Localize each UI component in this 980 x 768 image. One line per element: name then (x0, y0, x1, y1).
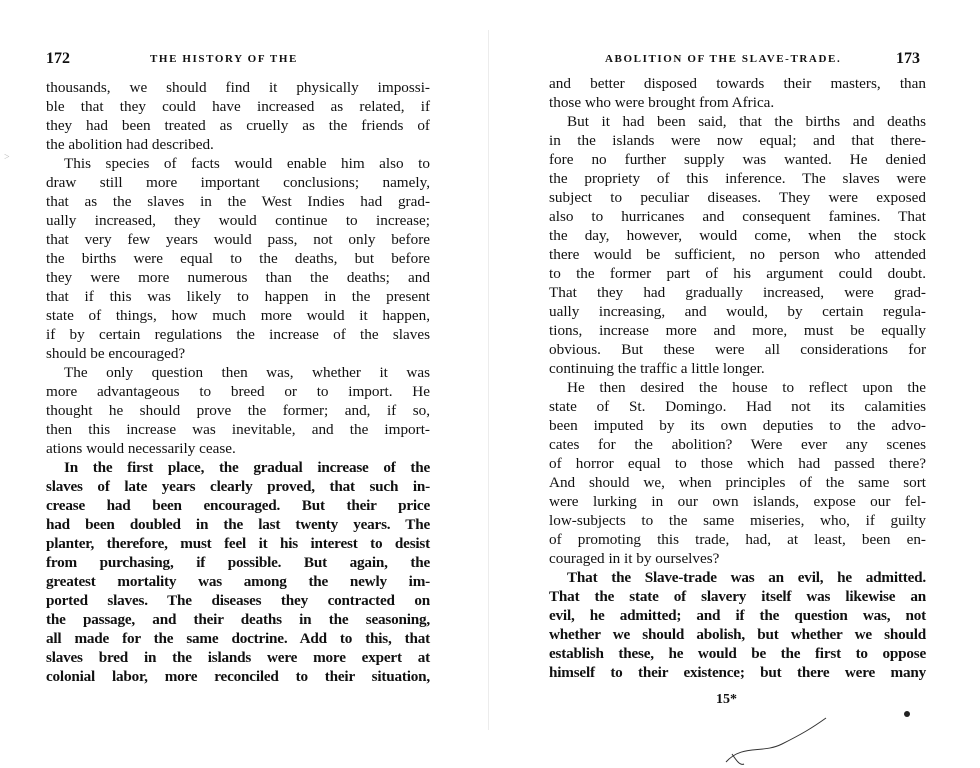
left-page-line-11: they were more numerous than the deaths; and (46, 269, 430, 286)
left-page-line-5: This species of facts would enable him also to (64, 155, 430, 172)
left-page-line-4: the abolition had described. (46, 136, 214, 153)
left-page-line-26: from purchasing, if possible. But again, the (46, 554, 430, 571)
signature-mark: 15* (716, 692, 737, 707)
left-page-line-16: The only question then was, whether it was (64, 364, 430, 381)
right-page-line-31: establish these, he would be the first to oppose (549, 645, 926, 662)
left-running-head: THE HISTORY OF THE (150, 53, 298, 65)
right-page-line-6: the propriety of this inference. The slaves were (549, 170, 926, 187)
left-page-line-9: that very few years would pass, not only before (46, 231, 430, 248)
left-page-line-18: thought he should prove the former; and, if so, (46, 402, 430, 419)
right-page-line-22: And should we, when principles of the same sort (549, 474, 926, 491)
right-page-line-11: to the former part of his argument could doubt. (549, 265, 926, 282)
left-page-line-8: ually increased, they would continue to increase; (46, 212, 430, 229)
left-page-line-22: slaves of late years clearly proved, that such in- (46, 478, 430, 495)
left-page-line-23: crease had been encouraged. But their price (46, 497, 430, 514)
right-page-line-21: of horror equal to those which had passed there? (549, 455, 926, 472)
left-page-line-1: thousands, we should find it physically impossi- (46, 79, 430, 96)
right-page-line-27: That the Slave-trade was an evil, he admitted. (567, 569, 926, 586)
left-page-text (46, 78, 430, 686)
right-page-line-19: been imputed by its own deputies to the advo- (549, 417, 926, 434)
margin-mark: > (4, 152, 10, 163)
right-page-text (549, 74, 926, 682)
right-page-line-26: couraged in it by ourselves? (549, 550, 720, 567)
left-page-line-25: planter, therefore, must feel it his interest to desist (46, 535, 430, 552)
book-gutter (488, 30, 489, 730)
right-page-line-20: cates for the abolition? Were ever any scenes (549, 436, 926, 453)
ink-spot (904, 711, 910, 717)
right-page-line-23: were lurking in our own islands, expose our fel- (549, 493, 926, 510)
left-page-line-7: that as the slaves in the West Indies had grad- (46, 193, 430, 210)
left-page-line-27: greatest mortality was among the newly im- (46, 573, 430, 590)
right-page-line-2: those who were brought from Africa. (549, 94, 775, 111)
left-page-line-30: all made for the same doctrine. Add to this, that (46, 630, 430, 647)
left-page-line-10: the births were equal to the deaths, but before (46, 250, 430, 267)
right-page-line-28: That the state of slavery itself was likewise an (549, 588, 926, 605)
right-page (490, 0, 980, 768)
left-page-line-14: if by certain regulations the increase of the slaves (46, 326, 430, 343)
right-page-number: 173 (896, 50, 920, 67)
right-page-line-10: there would be sufficient, no person who attended (549, 246, 926, 263)
right-page-line-24: low-subjects to the same miseries, who, if guilty (549, 512, 926, 529)
left-page-line-32: colonial labor, more reconciled to their situation, (46, 668, 430, 685)
right-page-line-8: also to hurricanes and consequent famines. That (549, 208, 926, 225)
left-page-line-6: draw still more important conclusions; namely, (46, 174, 430, 191)
right-page-line-12: That they had gradually increased, were grad- (549, 284, 926, 301)
right-page-line-30: whether we should abolish, but whether we should (549, 626, 926, 643)
left-page-line-28: ported slaves. The diseases they contracted on (46, 592, 430, 609)
right-running-head: ABOLITION OF THE SLAVE-TRADE. (605, 53, 842, 65)
left-page-line-13: state of things, how much more would it happen, (46, 307, 430, 324)
right-page-line-16: continuing the traffic a little longer. (549, 360, 765, 377)
right-page-line-29: evil, he admitted; and if the question was, not (549, 607, 926, 624)
right-page-line-4: in the islands were now equal; and that there- (549, 132, 926, 149)
left-page-line-24: had been doubled in the last twenty years. The (46, 516, 430, 533)
right-page-line-3: But it had been said, that the births and deaths (567, 113, 926, 130)
left-page-line-3: they had been treated as cruelly as the friends of (46, 117, 430, 134)
right-page-line-9: the day, however, would come, when the stock (549, 227, 926, 244)
left-page-line-19: then this increase was inevitable, and the import- (46, 421, 430, 438)
left-page-line-2: ble that they could have increased as related, if (46, 98, 430, 115)
right-page-line-5: fore no further supply was wanted. He denied (549, 151, 926, 168)
left-page-number: 172 (46, 50, 70, 67)
right-page-line-7: subject to peculiar diseases. They were exposed (549, 189, 926, 206)
right-page-line-18: state of St. Domingo. Had not its calamities (549, 398, 926, 415)
left-page-line-21: In the first place, the gradual increase of the (64, 459, 430, 476)
right-page-line-15: obvious. But these were all considerations for (549, 341, 926, 358)
left-page-line-12: that if this was likely to happen in the present (46, 288, 430, 305)
left-page-line-20: ations would necessarily cease. (46, 440, 236, 457)
left-page-line-15: should be encouraged? (46, 345, 186, 362)
pen-scrawl (722, 714, 832, 768)
right-page-line-32: himself to their existence; but there were many (549, 664, 926, 681)
right-page-line-14: tions, increase more and more, must be equally (549, 322, 926, 339)
right-page-line-25: of promoting this trade, had, at least, been en- (549, 531, 926, 548)
right-page-line-17: He then desired the house to reflect upon the (567, 379, 926, 396)
left-page-line-29: the passage, and their deaths in the seasoning, (46, 611, 430, 628)
left-page-line-31: slaves bred in the islands were more expert at (46, 649, 430, 666)
right-page-line-1: and better disposed towards their masters, than (549, 75, 926, 92)
left-page-line-17: more advantageous to breed or to import. He (46, 383, 430, 400)
right-page-line-13: ually increasing, and would, by certain regula- (549, 303, 926, 320)
